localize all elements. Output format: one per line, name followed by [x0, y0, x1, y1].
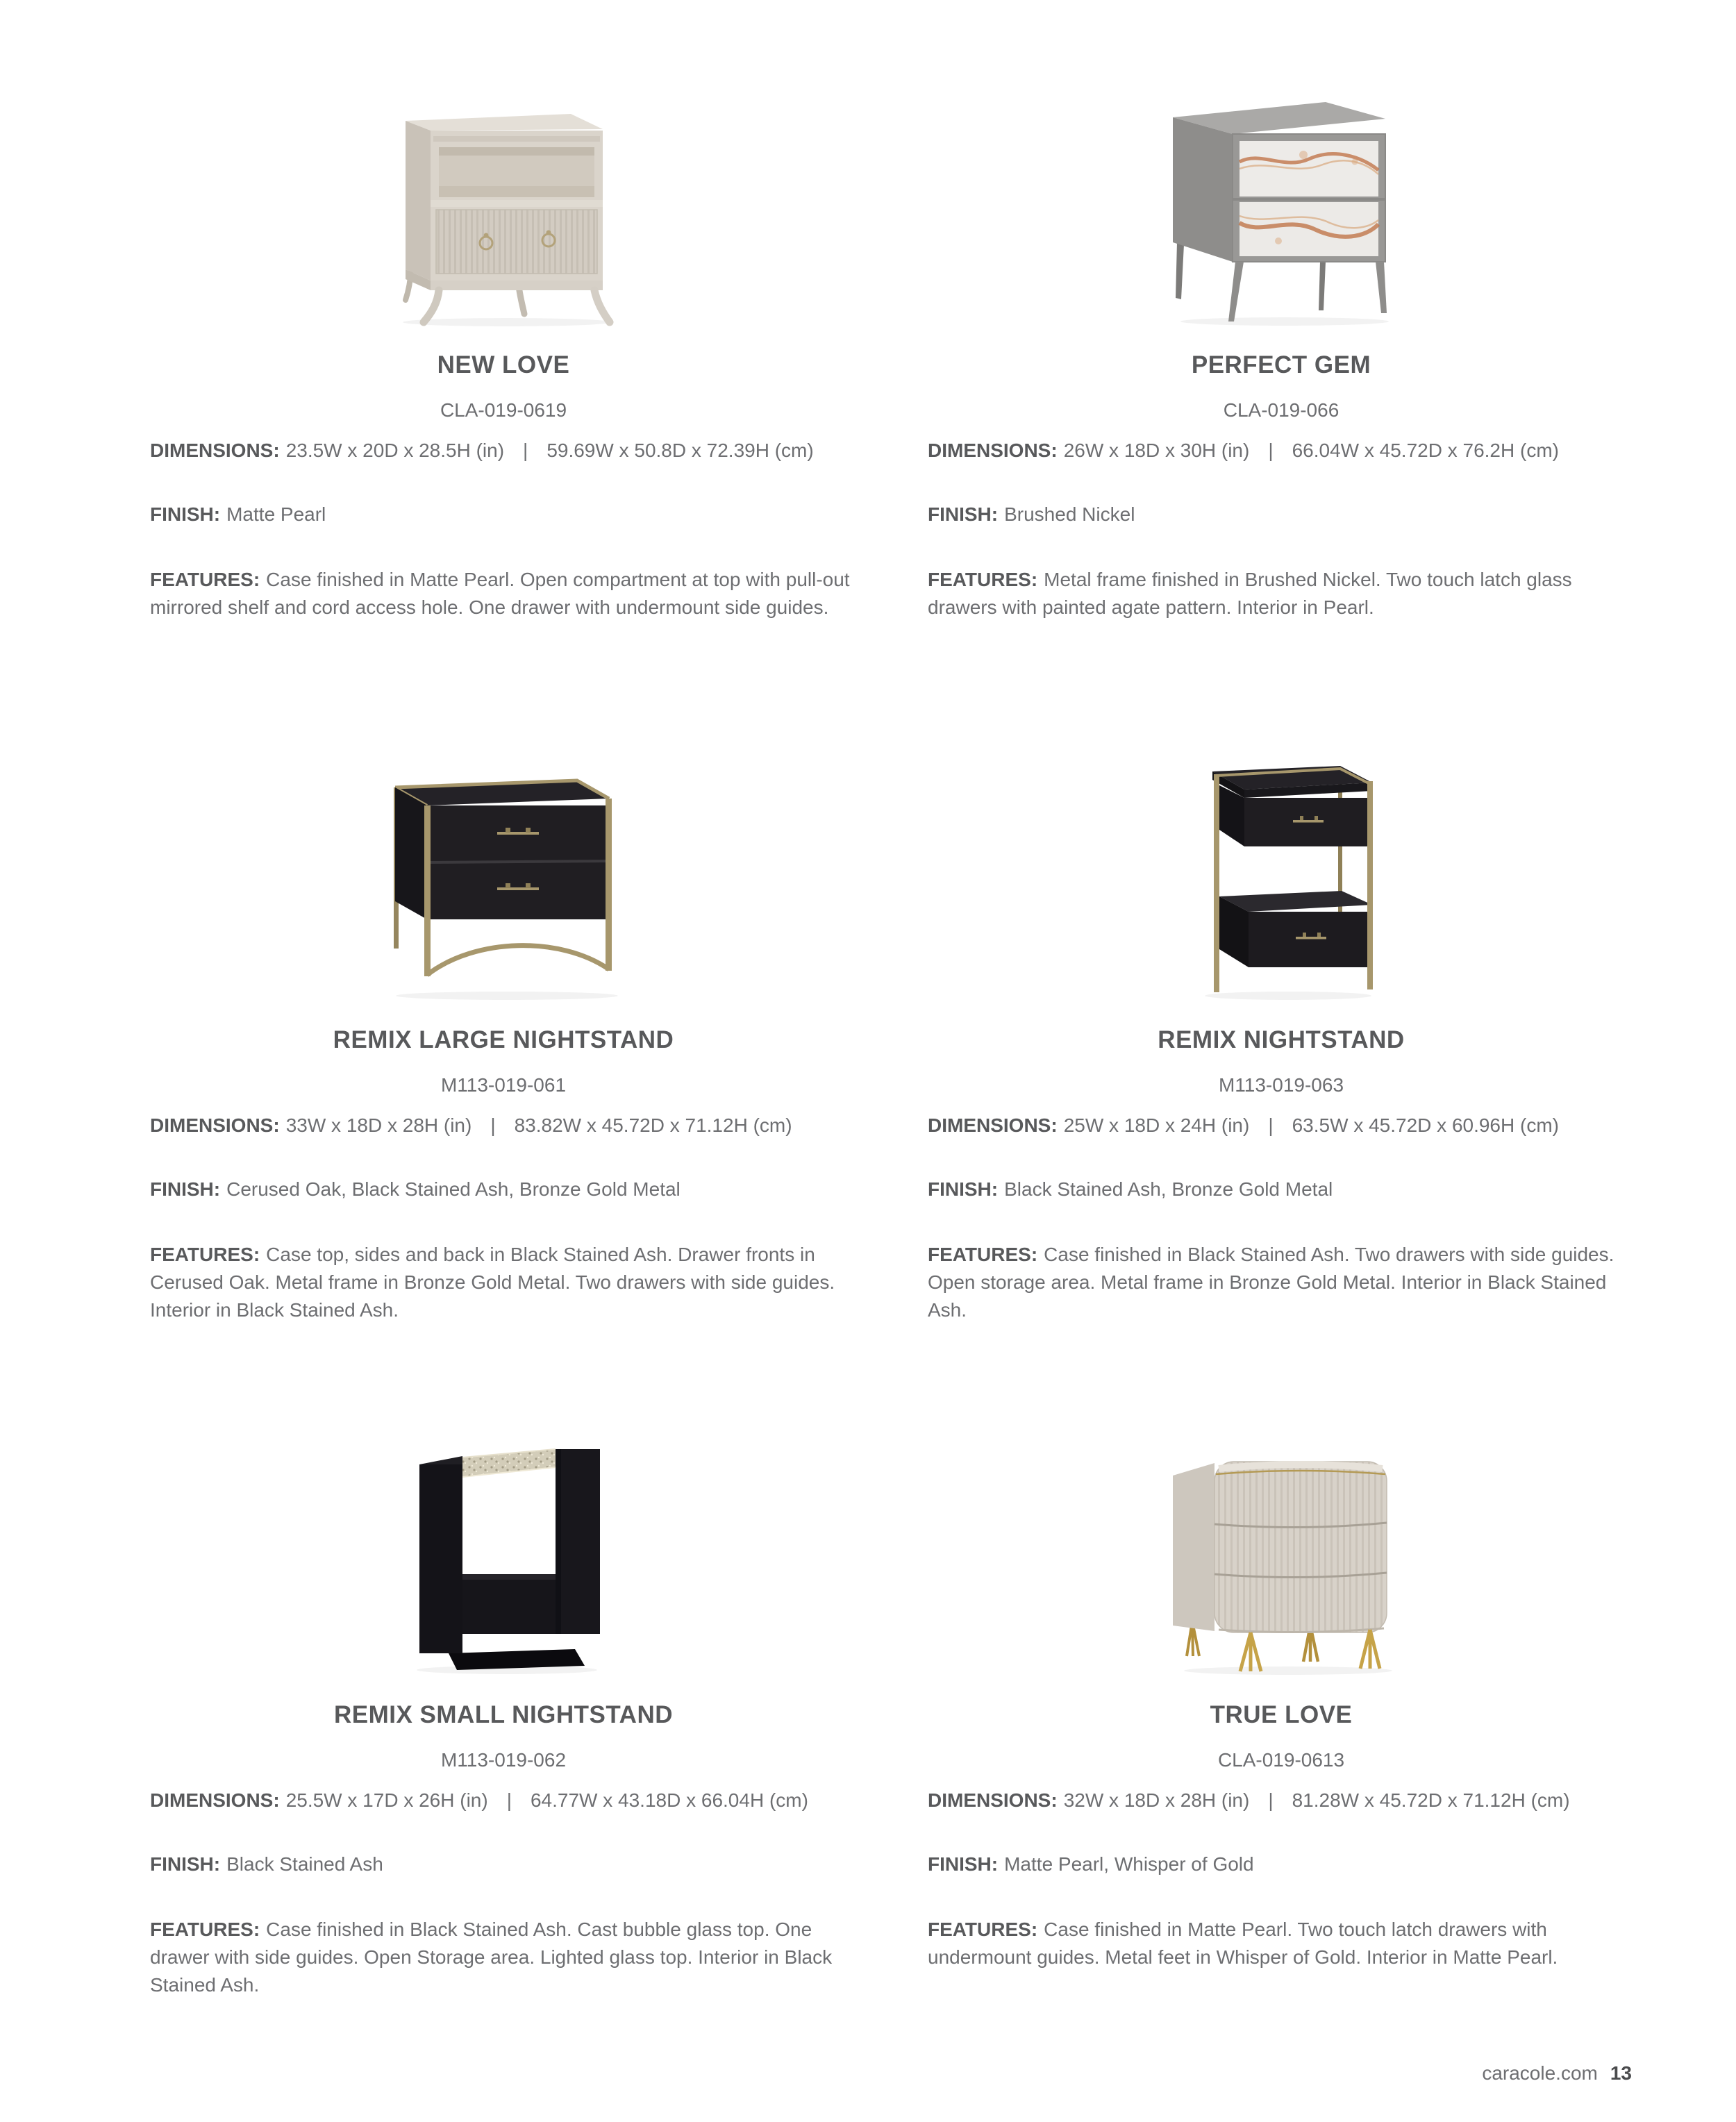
dimensions-label: DIMENSIONS: [150, 439, 280, 461]
footer-website: caracole.com [1482, 2062, 1598, 2084]
features-label: FEATURES: [150, 568, 260, 590]
product-finish [150, 501, 857, 528]
dimensions-cm: 83.82W x 45.72D x 71.12H (cm) [514, 1114, 792, 1136]
product-image-remix-large-nightstand [372, 765, 635, 1001]
product-name: NEW LOVE [437, 351, 570, 378]
product-dimensions [928, 437, 1635, 465]
dimensions-in: 25.5W x 17D x 26H (in) [285, 1789, 488, 1811]
dimensions-separator: | [523, 439, 528, 461]
product-dimensions [150, 1112, 857, 1139]
product-finish [928, 501, 1635, 528]
dimensions-separator: | [1268, 439, 1274, 461]
features-value: Case finished in Matte Pearl. Two touch latch drawers with undermount guides. Metal feet in Whisper of Gold. Interior in Matte Pearl. [928, 1918, 1558, 1968]
product-features [150, 566, 857, 621]
features-label: FEATURES: [150, 1243, 260, 1265]
dimensions-in: 25W x 18D x 24H (in) [1063, 1114, 1250, 1136]
product-figure [928, 42, 1635, 326]
dimensions-in: 26W x 18D x 30H (in) [1063, 439, 1250, 461]
product-sku: M113-019-063 [1218, 1073, 1344, 1096]
features-value: Case top, sides and back in Black Stained Ash. Drawer fronts in Cerused Oak. Metal frame in Bronze Gold Metal. Two drawers with side guides. Interior in Black Stained Ash. [150, 1243, 835, 1321]
product-name: TRUE LOVE [1210, 1701, 1353, 1728]
finish-value: Brushed Nickel [1004, 503, 1135, 525]
product-finish [150, 1176, 857, 1203]
dimensions-cm: 63.5W x 45.72D x 60.96H (cm) [1292, 1114, 1559, 1136]
product-figure [150, 717, 857, 1001]
product-features [150, 1916, 857, 1999]
product-card-remix-small-nightstand [150, 1392, 857, 2066]
product-name: REMIX SMALL NIGHTSTAND [333, 1701, 674, 1728]
dimensions-label: DIMENSIONS: [928, 1789, 1058, 1811]
finish-label: FINISH: [928, 1178, 999, 1200]
dimensions-separator: | [490, 1114, 496, 1136]
product-figure [928, 717, 1635, 1001]
product-card-remix-large-nightstand [150, 717, 857, 1392]
dimensions-cm: 81.28W x 45.72D x 71.12H (cm) [1292, 1789, 1570, 1811]
product-finish [928, 1851, 1635, 1878]
product-card-remix-nightstand [928, 717, 1635, 1392]
dimensions-cm: 64.77W x 43.18D x 66.04H (cm) [530, 1789, 808, 1811]
product-dimensions [928, 1112, 1635, 1139]
product-sku: CLA-019-0613 [1217, 1748, 1345, 1771]
dimensions-label: DIMENSIONS: [928, 1114, 1058, 1136]
product-name: REMIX LARGE NIGHTSTAND [333, 1026, 674, 1053]
product-image-remix-nightstand [1174, 755, 1389, 1001]
dimensions-separator: | [506, 1789, 512, 1811]
finish-label: FINISH: [150, 503, 221, 525]
features-value: Case finished in Matte Pearl. Open compartment at top with pull-out mirrored shelf and cord access hole. One drawer with undermount side guides. [150, 568, 850, 618]
finish-value: Black Stained Ash, Bronze Gold Metal [1004, 1178, 1333, 1200]
product-name: PERFECT GEM [1191, 351, 1371, 378]
features-value: Case finished in Black Stained Ash. Cast bubble glass top. One drawer with side guides. Open Storage area. Lighted glass top. Interior in Black Stained Ash. [150, 1918, 833, 1996]
product-image-new-love-nightstand [387, 83, 620, 326]
product-image-remix-small-nightstand [389, 1423, 618, 1676]
product-features [150, 1241, 857, 1324]
finish-value: Matte Pearl, Whisper of Gold [1004, 1853, 1254, 1875]
dimensions-in: 32W x 18D x 28H (in) [1063, 1789, 1250, 1811]
finish-label: FINISH: [928, 1853, 999, 1875]
features-value: Metal frame finished in Brushed Nickel. Two touch latch glass drawers with painted agate pattern. Interior in Pearl. [928, 568, 1572, 618]
product-sku: M113-019-061 [440, 1073, 567, 1096]
finish-value: Black Stained Ash [226, 1853, 383, 1875]
dimensions-label: DIMENSIONS: [150, 1789, 280, 1811]
dimensions-cm: 66.04W x 45.72D x 76.2H (cm) [1292, 439, 1559, 461]
dimensions-in: 33W x 18D x 28H (in) [285, 1114, 472, 1136]
product-finish [150, 1851, 857, 1878]
dimensions-cm: 59.69W x 50.8D x 72.39H (cm) [546, 439, 814, 461]
product-finish [928, 1176, 1635, 1203]
product-card-true-love [928, 1392, 1635, 2066]
dimensions-in: 23.5W x 20D x 28.5H (in) [285, 439, 505, 461]
dimensions-label: DIMENSIONS: [928, 439, 1058, 461]
finish-value: Cerused Oak, Black Stained Ash, Bronze Gold Metal [226, 1178, 681, 1200]
finish-label: FINISH: [150, 1178, 221, 1200]
product-features [928, 1241, 1635, 1324]
finish-label: FINISH: [928, 503, 999, 525]
product-features [928, 566, 1635, 621]
product-figure [150, 1392, 857, 1676]
product-image-perfect-gem-nightstand [1156, 87, 1406, 326]
product-sku: M113-019-062 [440, 1748, 567, 1771]
product-dimensions [928, 1787, 1635, 1814]
finish-value: Matte Pearl [226, 503, 326, 525]
product-card-perfect-gem [928, 42, 1635, 717]
features-label: FEATURES: [928, 568, 1038, 590]
features-label: FEATURES: [150, 1918, 260, 1940]
dimensions-separator: | [1268, 1789, 1274, 1811]
product-features [928, 1916, 1635, 1971]
product-dimensions [150, 1787, 857, 1814]
product-sku: CLA-019-066 [1223, 399, 1339, 421]
footer-page-number: 13 [1610, 2062, 1632, 2084]
features-value: Case finished in Black Stained Ash. Two drawers with side guides. Open storage area. Metal frame in Bronze Gold Metal. Interior in Black Stained Ash. [928, 1243, 1614, 1321]
product-image-true-love-nightstand [1149, 1430, 1413, 1676]
page-footer [1482, 2062, 1632, 2085]
product-figure [150, 42, 857, 326]
product-grid [150, 42, 1635, 2066]
finish-label: FINISH: [150, 1853, 221, 1875]
product-figure [928, 1392, 1635, 1676]
dimensions-separator: | [1268, 1114, 1274, 1136]
product-sku: CLA-019-0619 [440, 399, 567, 421]
product-dimensions [150, 437, 857, 465]
product-name: REMIX NIGHTSTAND [1158, 1026, 1405, 1053]
dimensions-label: DIMENSIONS: [150, 1114, 280, 1136]
features-label: FEATURES: [928, 1918, 1038, 1940]
product-card-new-love [150, 42, 857, 717]
features-label: FEATURES: [928, 1243, 1038, 1265]
